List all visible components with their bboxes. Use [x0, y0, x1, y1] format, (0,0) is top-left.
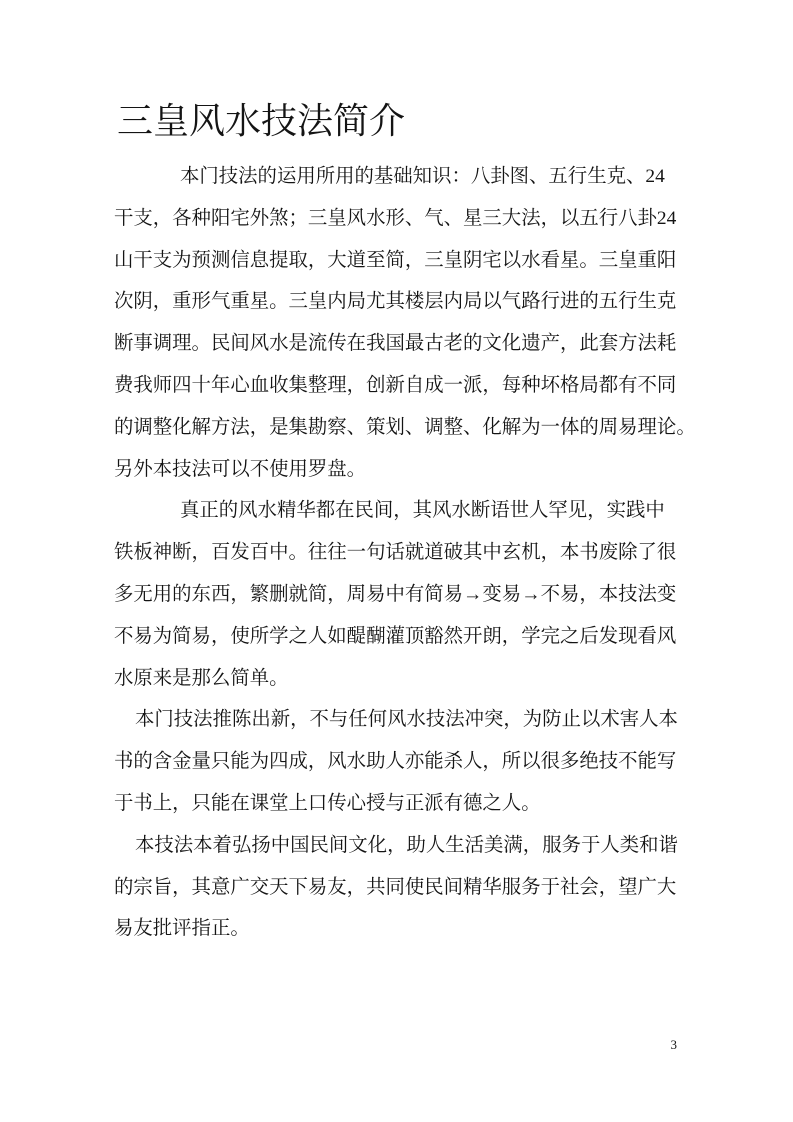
text-line: 断事调理。民间风水是流传在我国最古老的文化遗产，此套方法耗	[114, 333, 677, 355]
text-line: 易友批评指正。	[114, 918, 250, 940]
text-line: 水原来是那么简单。	[114, 667, 289, 689]
page-number: 3	[670, 1037, 677, 1052]
text-line: 本门技法的运用所用的基础知识：八卦图、五行生克、24	[180, 166, 665, 187]
text-line: 的调整化解方法，是集勘察、策划、调整、化解为一体的周易理论。	[114, 416, 696, 438]
text-line: 的宗旨，其意广交天下易友，共同使民间精华服务于社会，望广大	[114, 876, 677, 898]
text-line: 书的含金量只能为四成，风水助人亦能杀人，所以很多绝技不能写	[114, 751, 677, 773]
text-line: 于书上，只能在课堂上口传心授与正派有德之人。	[114, 792, 541, 814]
paragraph-2	[114, 490, 694, 699]
page-footer	[114, 1036, 677, 1054]
text-line: 干支，各种阳宅外煞；三皇风水形、气、星三大法，以五行八卦24	[114, 207, 677, 229]
text-line: 铁板神断，百发百中。往往一句话就道破其中玄机，本书废除了很	[114, 542, 677, 564]
paragraph-1	[114, 156, 694, 490]
text-line: 本门技法推陈出新，不与任何风水技法冲突，为防止以术害人本	[135, 709, 678, 731]
text-line: 费我师四十年心血收集整理，创新自成一派，每种坏格局都有不同	[114, 374, 677, 396]
text-line: 山干支为预测信息提取，大道至简，三皇阴宅以水看星。三皇重阳	[114, 249, 677, 271]
text-line: 另外本技法可以不使用罗盘。	[114, 458, 367, 480]
text-line: 不易为简易，使所学之人如醍醐灌顶豁然开朗，学完之后发现看风	[114, 625, 677, 647]
page-title: 三皇风水技法简介	[117, 101, 406, 141]
text-line: 真正的风水精华都在民间，其风水断语世人罕见，实践中	[180, 500, 665, 522]
document-body	[114, 156, 694, 950]
text-line: 多无用的东西，繁删就简，周易中有简易→变易→不易，本技法变	[114, 583, 677, 605]
paragraph-4	[114, 825, 694, 950]
paragraph-3	[114, 699, 694, 824]
text-line: 本技法本着弘扬中国民间文化，助人生活美满，服务于人类和谐	[135, 834, 678, 856]
text-line: 次阴，重形气重星。三皇内局尤其楼层内局以气路行进的五行生克	[114, 291, 677, 313]
